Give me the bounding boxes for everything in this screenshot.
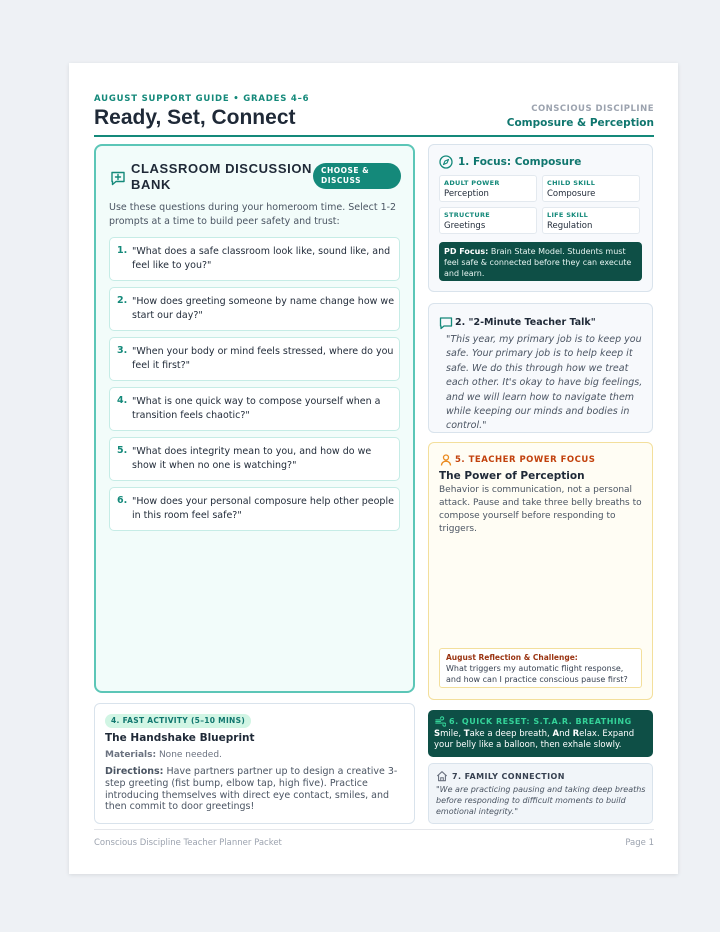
question-number: 6.: [117, 495, 128, 506]
teacher-talk-title: 2. "2-Minute Teacher Talk": [455, 317, 596, 328]
question-item: [109, 487, 400, 531]
discussion-bank-title: CLASSROOM DISCUSSION BANK: [131, 161, 313, 192]
pd-focus-box: [439, 242, 642, 281]
star-text-s: mile,: [440, 729, 464, 739]
question-text: "How does your personal composure help other people in this room feel safe?": [132, 496, 394, 521]
program-name: CONSCIOUS DISCIPLINE: [531, 104, 654, 114]
fast-activity-card: [94, 703, 415, 824]
family-connection-quote: "We are practicing pausing and taking deep breaths before responding to difficult moments to build emotional integrity.": [436, 785, 646, 816]
focus-title: 1. Focus: Composure: [458, 156, 582, 168]
home-icon: [436, 770, 448, 782]
quick-reset-card: [428, 710, 653, 757]
wind-icon: [435, 716, 446, 727]
question-item: [109, 237, 400, 281]
footer-page-number: Page 1: [625, 838, 654, 848]
star-letter-t: T: [463, 729, 470, 739]
page-header: [94, 94, 654, 137]
question-number: 1.: [117, 245, 128, 256]
reflection-label: August Reflection & Challenge:: [446, 653, 578, 662]
star-letter-r: R: [572, 729, 580, 739]
cell-value: Perception: [444, 189, 489, 199]
header-program: [507, 104, 654, 129]
question-item: [109, 287, 400, 331]
star-letter-s: S: [434, 729, 441, 739]
question-text: "How does greeting someone by name change how we start our day?": [132, 296, 395, 321]
teacher-power-label: 5. TEACHER POWER FOCUS: [455, 455, 596, 465]
compass-icon: [439, 155, 453, 169]
question-item: [109, 387, 400, 431]
activity-materials: [105, 750, 222, 760]
family-connection-card: [428, 763, 653, 824]
reflection-box: [439, 648, 642, 688]
pd-focus-label: PD Focus:: [444, 247, 489, 256]
question-number: 5.: [117, 445, 128, 456]
star-text-a: nd: [559, 729, 573, 739]
teacher-talk-card: [428, 303, 653, 433]
materials-label: Materials:: [105, 750, 157, 760]
quick-reset-title: 6. QUICK RESET: S.T.A.R. BREATHING: [449, 717, 632, 726]
page-footer: [94, 829, 654, 849]
cell-label: ADULT POWER: [444, 179, 500, 187]
question-item: [109, 437, 400, 481]
focus-cell-child-skill: [542, 175, 640, 202]
teacher-power-card: [428, 442, 653, 700]
focus-cell-adult-power: [439, 175, 537, 202]
directions-label: Directions:: [105, 766, 164, 777]
question-text: "What does a safe classroom look like, sound like, and feel like to you?": [132, 246, 391, 271]
cell-label: CHILD SKILL: [547, 179, 596, 187]
focus-cell-structure: [439, 207, 537, 234]
teacher-talk-quote: "This year, my primary job is to keep you safe. Your primary job is to help keep it safe. We do this through how we treat each other. It's okay to have big feelings, and we will learn how to navigate them while keeping our minds and bodies in control.": [446, 334, 643, 432]
question-text: "What does integrity mean to you, and how do we show it when no one is watching?": [132, 446, 372, 471]
cell-label: LIFE SKILL: [547, 211, 589, 219]
teacher-power-body: Behavior is communication, not a personal attack. Pause and take three belly breaths to compose yourself before responding to triggers.: [439, 485, 642, 534]
star-text-r: elax. Expand your belly like a balloon, then exhale slowly.: [434, 729, 635, 750]
choose-discuss-badge: CHOOSE & DISCUSS: [313, 163, 401, 189]
question-number: 3.: [117, 345, 128, 356]
cell-value: Composure: [547, 189, 596, 199]
family-connection-title: 7. FAMILY CONNECTION: [452, 772, 565, 781]
directions-text: Have partners partner up to design a creative 3-step greeting (fist bump, elbow tap, high five). Practice introducing themselves with direct eye contact, smiles, and then commit to door greetings!: [105, 766, 398, 813]
guide-eyebrow: AUGUST SUPPORT GUIDE • GRADES 4–6: [94, 94, 310, 104]
footer-packet-name: Conscious Discipline Teacher Planner Packet: [94, 838, 282, 848]
cell-value: Regulation: [547, 221, 593, 231]
question-text: "What is one quick way to compose yourself when a transition feels chaotic?": [132, 396, 381, 421]
star-letter-a: A: [552, 729, 560, 739]
reflection-text: What triggers my automatic flight response, and how can I practice conscious pause first?: [446, 664, 628, 684]
chat-plus-icon: [110, 170, 126, 186]
question-number: 4.: [117, 395, 128, 406]
focus-card: [428, 144, 653, 292]
star-text-t: ake a deep breath,: [469, 729, 553, 739]
discussion-bank-card: [94, 144, 415, 693]
cell-value: Greetings: [444, 221, 486, 231]
focus-cell-life-skill: [542, 207, 640, 234]
question-number: 2.: [117, 295, 128, 306]
fast-activity-badge: 4. FAST ACTIVITY (5–10 MINS): [105, 714, 251, 728]
discussion-bank-intro: Use these questions during your homeroom time. Select 1-2 prompts at a time to build peer safety and trust:: [109, 202, 397, 227]
question-text: "When your body or mind feels stressed, where do you feel it first?": [132, 346, 394, 371]
page-title: Ready, Set, Connect: [94, 106, 296, 129]
speech-bubble-icon: [439, 316, 453, 330]
cell-label: STRUCTURE: [444, 211, 491, 219]
materials-value: None needed.: [158, 750, 222, 760]
activity-directions: [105, 766, 405, 813]
quick-reset-body: [434, 729, 644, 751]
person-icon: [439, 453, 453, 467]
pd-focus-text: Brain State Model. Students must feel safe & connected before they can execute and learn.: [444, 247, 632, 278]
activity-title: The Handshake Blueprint: [105, 732, 255, 744]
program-theme: Composure & Perception: [506, 117, 654, 129]
question-list: [109, 237, 400, 537]
planner-page: [69, 63, 678, 874]
teacher-power-title: The Power of Perception: [439, 470, 585, 482]
question-item: [109, 337, 400, 381]
